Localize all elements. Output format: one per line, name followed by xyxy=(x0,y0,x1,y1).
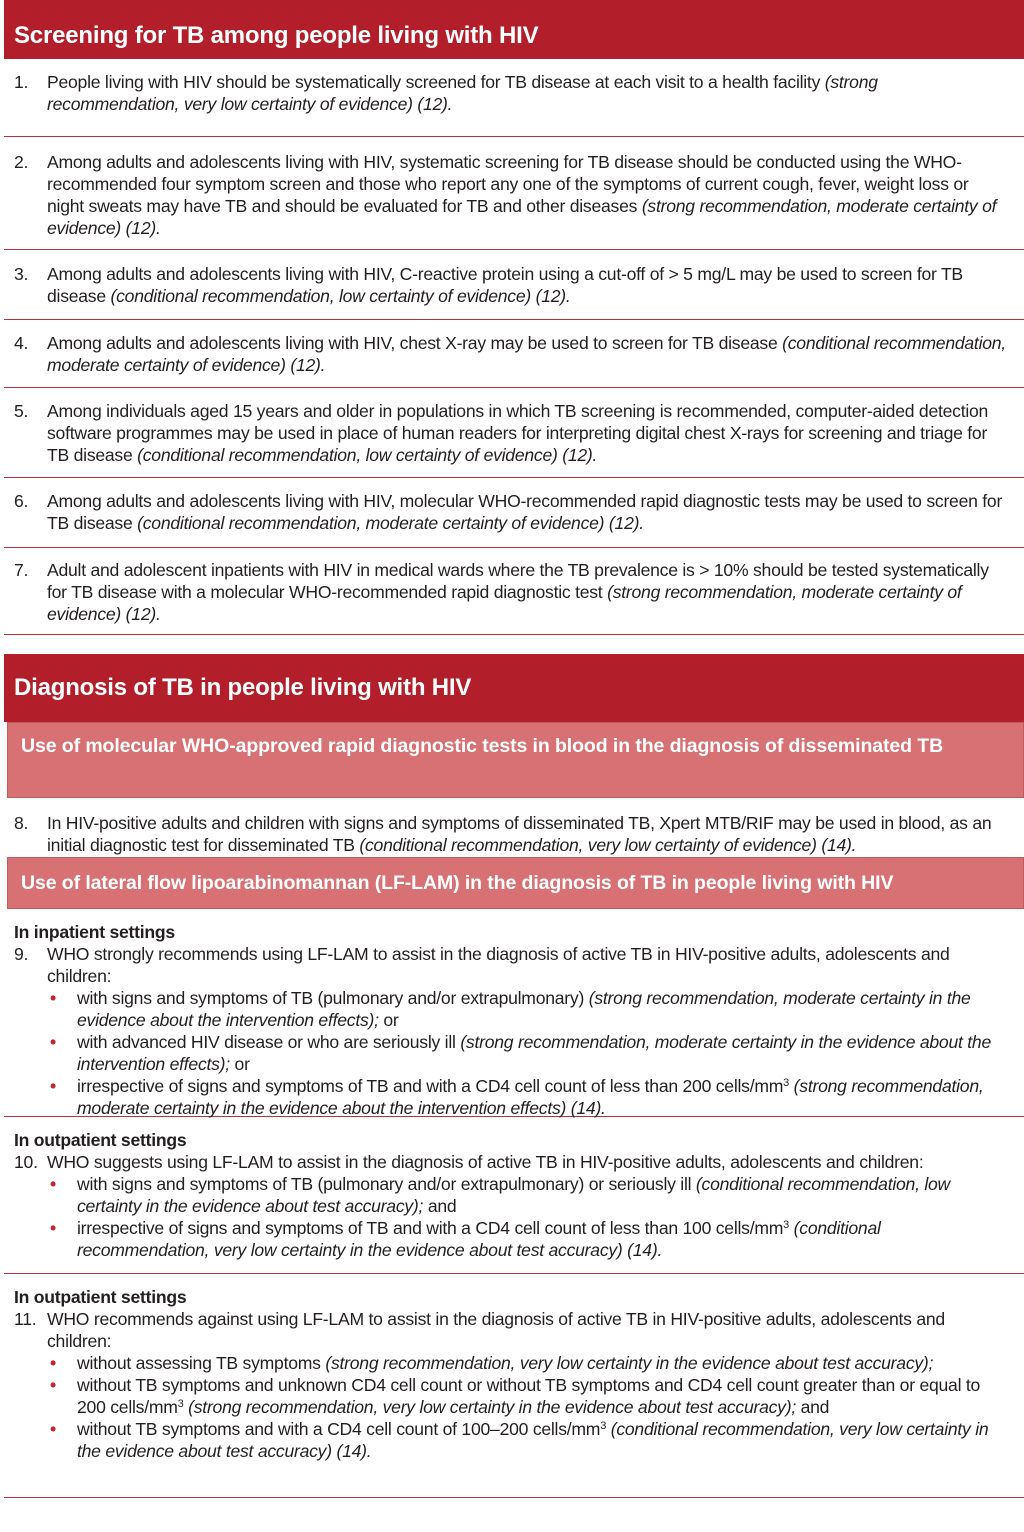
item-recommendation: (conditional recommendation, moderate certainty of evidence) (12). xyxy=(47,333,1006,375)
recommendation-row-6 xyxy=(4,478,1024,548)
list-item: • without assessing TB symptoms (strong recommendation, very low certainty in the evidence about test accuracy); xyxy=(50,1353,934,1373)
item-number: 7. xyxy=(14,560,29,580)
item-number: 2. xyxy=(14,152,29,172)
setting-label: In outpatient settings xyxy=(14,1287,187,1307)
setting-label: In outpatient settings xyxy=(14,1130,187,1150)
item-text: Among adults and adolescents living with HIV, C-reactive protein using a cut-off of > 5 mg/L may be used to screen for TB disease xyxy=(47,264,963,306)
bullet-icon: • xyxy=(50,1032,56,1052)
recommendation-block-10 xyxy=(4,1117,1024,1274)
item-recommendation: (conditional recommendation, low certainty of evidence) (12). xyxy=(110,286,571,306)
recommendation-row-5 xyxy=(4,388,1024,478)
recommendation-row-7 xyxy=(4,548,1024,635)
item-number: 9. xyxy=(14,944,29,964)
item-number: 6. xyxy=(14,491,29,511)
item-text: WHO recommends against using LF-LAM to assist in the diagnosis of active TB in HIV-positive adults, adolescents and children: xyxy=(47,1309,945,1351)
list-item: • irrespective of signs and symptoms of TB and with a CD4 cell count of less than 100 cells/$mm^3$ (conditional recommendation, very low certainty in the evidence about test accuracy) (14). xyxy=(50,1218,881,1260)
recommendations-page xyxy=(4,0,1024,1498)
subheader-molecular-tests: Use of molecular WHO-approved rapid diagnostic tests in blood in the diagnosis of disseminated TB xyxy=(7,722,1024,798)
bullet-icon: • xyxy=(50,1218,56,1238)
item-text: Among adults and adolescents living with HIV, chest X-ray may be used to screen for TB disease xyxy=(47,333,783,353)
item-text: In HIV-positive adults and children with signs and symptoms of disseminated TB, Xpert MTB/RIF may be used in blood, as an initial diagnostic test for disseminated TB xyxy=(47,813,992,855)
item-text: Adult and adolescent inpatients with HIV in medical wards where the TB prevalence is > 10% should be tested systematically for TB disease with a molecular WHO-recommended rapid diagnostic test xyxy=(47,560,989,602)
item-text: Among adults and adolescents living with HIV, systematic screening for TB disease should be conducted using the WHO-recommended four symptom screen and those who report any one of the symptoms of current cough, fever, weight loss or night sweats may have TB and should be evaluated for TB and other diseases xyxy=(47,152,969,216)
bullet-icon: • xyxy=(50,1174,56,1194)
bullet-list xyxy=(4,1352,1024,1462)
bullet-list xyxy=(4,987,1024,1119)
recommendation-row-1 xyxy=(4,59,1024,137)
item-number: 3. xyxy=(14,264,29,284)
item-number: 8. xyxy=(14,813,29,833)
bullet-icon: • xyxy=(50,1419,56,1439)
section-header-diagnosis: Diagnosis of TB in people living with HIV xyxy=(4,654,1024,722)
item-text: Among adults and adolescents living with HIV, molecular WHO-recommended rapid diagnostic tests may be used to screen for TB disease xyxy=(47,491,1003,533)
item-recommendation: (strong recommendation, moderate certainty of evidence) (12). xyxy=(47,196,997,238)
recommendation-row-8 xyxy=(4,798,1024,855)
item-text: WHO suggests using LF-LAM to assist in the diagnosis of active TB in HIV-positive adults, adolescents and children: xyxy=(47,1152,924,1172)
recommendation-block-11 xyxy=(4,1274,1024,1498)
list-item: • without TB symptoms and unknown CD4 cell count or without TB symptoms and CD4 cell count greater than or equal to 200 cells/$mm^3$ (strong recommendation, very low certainty in the evidence about test accuracy); and xyxy=(50,1375,981,1417)
list-item: • with signs and symptoms of TB (pulmonary and/or extrapulmonary) (strong recommendation, moderate certainty in the evidence about the intervention effects); or xyxy=(50,988,971,1030)
bullet-icon: • xyxy=(50,1076,56,1096)
item-text: People living with HIV should be systematically screened for TB disease at each visit to a health facility xyxy=(47,72,825,92)
list-item: • with signs and symptoms of TB (pulmonary and/or extrapulmonary) or seriously ill (conditional recommendation, low certainty in the evidence about test accuracy); and xyxy=(50,1174,951,1216)
recommendation-row-3 xyxy=(4,250,1024,320)
item-recommendation: (strong recommendation, moderate certainty of evidence) (12). xyxy=(47,582,962,624)
item-recommendation: (conditional recommendation, low certainty of evidence) (12). xyxy=(137,445,598,465)
recommendation-row-2 xyxy=(4,137,1024,250)
item-number: 11. xyxy=(14,1309,37,1329)
recommendation-row-4 xyxy=(4,320,1024,388)
item-number: 1. xyxy=(14,72,29,92)
bullet-list xyxy=(4,1173,1024,1261)
setting-label: In inpatient settings xyxy=(14,922,175,942)
section-header-screening: Screening for TB among people living with HIV xyxy=(4,0,1024,59)
bullet-icon: • xyxy=(50,1353,56,1373)
bullet-icon: • xyxy=(50,988,56,1008)
item-number: 5. xyxy=(14,401,29,421)
item-text: WHO strongly recommends using LF-LAM to assist in the diagnosis of active TB in HIV-positive adults, adolescents and children: xyxy=(47,944,950,986)
subheader-lf-lam: Use of lateral flow lipoarabinomannan (LF-LAM) in the diagnosis of TB in people living with HIV xyxy=(7,857,1024,909)
item-recommendation: (strong recommendation, very low certainty of evidence) (12). xyxy=(47,72,878,114)
item-number: 4. xyxy=(14,333,29,353)
item-number: 10. xyxy=(14,1152,38,1172)
list-item: • irrespective of signs and symptoms of TB and with a CD4 cell count of less than 200 cells/$mm^3$ (strong recommendation, moderate certainty in the evidence about the intervention effects) (14). xyxy=(50,1076,984,1118)
list-item: • with advanced HIV disease or who are seriously ill (strong recommendation, moderate certainty in the evidence about the intervention effects); or xyxy=(50,1032,991,1074)
item-recommendation: (conditional recommendation, very low certainty of evidence) (14). xyxy=(359,835,857,855)
list-item: • without TB symptoms and with a CD4 cell count of 100–200 cells/$mm^3$ (conditional recommendation, very low certainty in the evidence about test accuracy) (14). xyxy=(50,1419,989,1461)
recommendation-block-9 xyxy=(4,909,1024,1117)
bullet-icon: • xyxy=(50,1375,56,1395)
item-text: Among individuals aged 15 years and older in populations in which TB screening is recommended, computer-aided detection software programmes may be used in place of human readers for interpreting digital chest X-rays for screening and triage for TB disease xyxy=(47,401,989,465)
item-recommendation: (conditional recommendation, moderate certainty of evidence) (12). xyxy=(137,513,644,533)
